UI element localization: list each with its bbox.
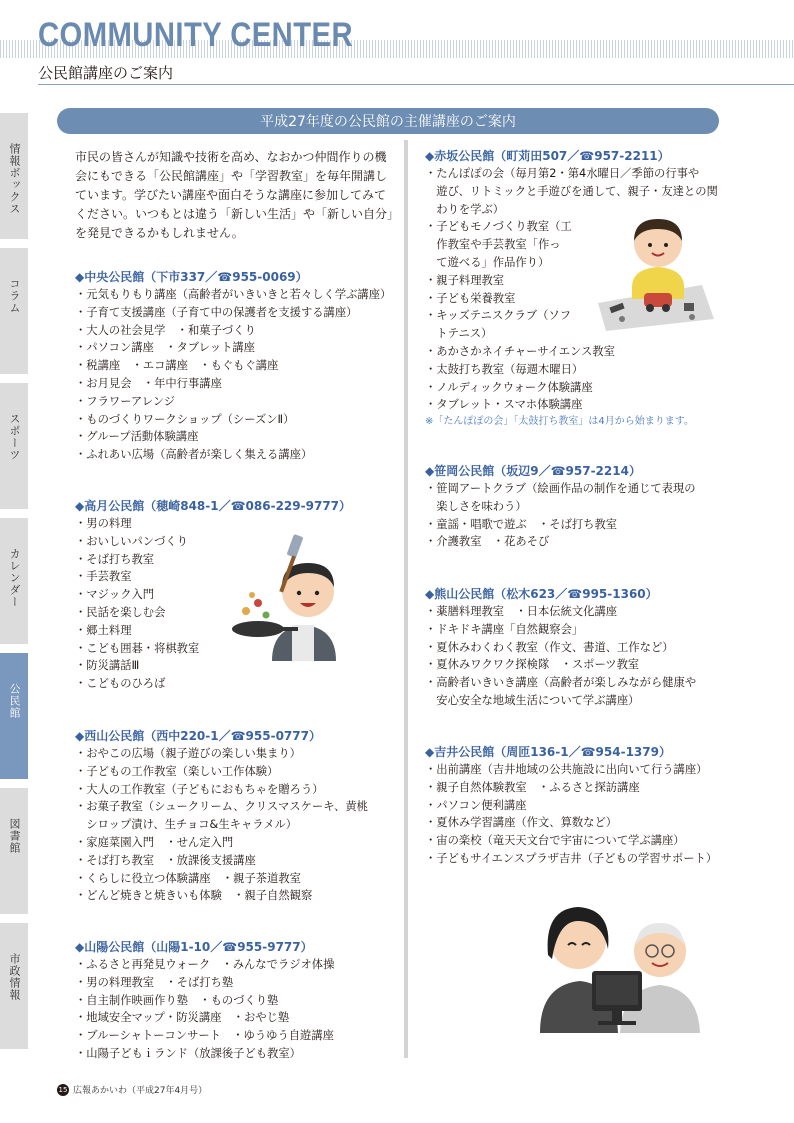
list-item: ・税講座 ・エコ講座 ・もぐもぐ講座 bbox=[75, 359, 279, 373]
list-item: ・お月見会 ・年中行事講座 bbox=[75, 376, 222, 390]
list-item: ・お菓子教室（シュークリーム、クリスマスケーキ、黄桃 bbox=[75, 800, 368, 814]
list-item: シロップ漬け、生チョコ&生キャラメル） bbox=[75, 818, 298, 832]
list-item: ・そば打ち教室 bbox=[75, 552, 155, 566]
tab-label: カレンダー bbox=[8, 548, 21, 608]
list-item: ・パソコン講座 ・タブレット講座 bbox=[75, 341, 255, 355]
list-item: ・大人の工作教室（子どもにおもちゃを贈ろう） bbox=[75, 782, 324, 796]
header-rule bbox=[38, 84, 794, 85]
tab-label: 公民館 bbox=[8, 683, 21, 719]
list-item: ・パソコン便利講座 bbox=[425, 798, 527, 812]
list-item: ・元気もりもり講座（高齢者がいきいきと若々しく学ぶ講座） bbox=[75, 288, 392, 301]
footer-text: 広報あかいわ（平成27年4月号） bbox=[73, 1086, 208, 1096]
list-item: ・夏休みわくわく教室（作文、書道、工作など） bbox=[425, 640, 674, 654]
list-item: ・子どもサイエンスプラザ吉井（子どもの学習サポート） bbox=[425, 851, 718, 865]
list-item: ・高齢者いきいき講座（高齢者が楽しみながら健康や bbox=[425, 676, 697, 690]
list-item: ・マジック入門 bbox=[75, 588, 155, 602]
list-item: ・夏休みワクワク探検隊 ・スポーツ教室 bbox=[425, 658, 640, 672]
tab-label: スポーツ bbox=[8, 413, 21, 461]
section-sasaoka bbox=[425, 462, 725, 551]
list-item: ・防災講話Ⅲ bbox=[75, 659, 140, 673]
list-item: ・薬膳料理教室 ・日本伝統文化講座 bbox=[425, 605, 618, 618]
section-title: ◆西山公民館（西中220-1／☎955-0777） bbox=[75, 729, 321, 743]
list-item: ・ブルーシャトーコンサート ・ゆうゆう自遊講座 bbox=[75, 1029, 334, 1043]
page-subtitle: 公民館講座のご案内 bbox=[38, 64, 174, 82]
list-item: ・自主制作映画作り塾 ・ものづくり塾 bbox=[75, 993, 279, 1007]
list-item: ・フラワーアレンジ bbox=[75, 394, 176, 408]
list-item: ・子育て支援講座（子育て中の保護者を支援する講座） bbox=[75, 305, 358, 319]
list-item: ・郷土料理 bbox=[75, 623, 132, 637]
list-item: ・親子料理教室 bbox=[425, 273, 505, 287]
list-item: 遊び、リトミックと手遊びを通して、親子・友達との関 bbox=[425, 184, 718, 198]
list-item: 楽しさを味わう） bbox=[425, 499, 527, 513]
list-item: ・山陽子どもｉランド（放課後子ども教室） bbox=[75, 1046, 301, 1060]
section-title: ◆山陽公民館（山陽1-10／☎955-9777） bbox=[75, 940, 313, 954]
list-item: ・あかさかネイチャーサイエンス教室 bbox=[425, 344, 615, 358]
list-item: ・子ども栄養教室 bbox=[425, 291, 516, 305]
section-note: ※「たんぽぽの会」「太鼓打ち教室」は4月から始まります。 bbox=[425, 416, 694, 428]
list-item: ・ノルディックウォーク体験講座 bbox=[425, 380, 593, 394]
list-item: ・童謡・唱歌で遊ぶ ・そば打ち教室 bbox=[425, 517, 618, 531]
list-item: ・くらしに役立つ体験講座 ・親子茶道教室 bbox=[75, 871, 301, 885]
list-item: ・こども囲碁・将棋教室 bbox=[75, 641, 200, 655]
list-item: ・こどものひろば bbox=[75, 677, 166, 691]
list-item: ・大人の社会見学 ・和菓子づくり bbox=[75, 323, 256, 337]
section-title: ◆熊山公民館（松木623／☎995-1360） bbox=[425, 587, 658, 601]
section-banner: 平成27年度の公民館の主催講座のご案内 bbox=[57, 108, 719, 134]
list-item: ・夏休み学習講座（作文、算数など） bbox=[425, 816, 618, 830]
list-item: ・ものづくりワークショップ（シーズンⅡ） bbox=[75, 412, 295, 426]
section-title: ◆中央公民館（下市337／☎955-0069） bbox=[75, 270, 308, 284]
tab-label: 情報ボックス bbox=[8, 143, 21, 215]
section-sanyo bbox=[75, 938, 405, 1063]
tab-library[interactable] bbox=[0, 788, 28, 918]
child-playing-illustration bbox=[592, 207, 716, 333]
list-item: ・宙の楽校（竜天天文台で宇宙について学ぶ講座） bbox=[425, 834, 685, 848]
section-saiyama bbox=[75, 727, 405, 905]
list-item: ・キッズテニスクラブ（ソフ bbox=[425, 309, 571, 323]
list-item: ・たんぽぽの会（毎月第2・第4水曜日／季節の行事や bbox=[425, 167, 700, 180]
section-kumayama bbox=[425, 585, 725, 710]
computer-class-illustration bbox=[540, 885, 700, 1035]
list-item: ・親子自然体験教室 ・ふるさと探訪講座 bbox=[425, 780, 640, 794]
list-item: ・子どもモノづくり教室（工 bbox=[425, 220, 572, 234]
page-footer bbox=[57, 1083, 207, 1096]
tab-label: 市政情報 bbox=[8, 953, 21, 1001]
list-item: 作教室や手芸教室「作っ bbox=[425, 238, 561, 252]
list-item: ・おやこの広場（親子遊びの楽しい集まり） bbox=[75, 747, 301, 760]
tab-label: 図書館 bbox=[8, 818, 21, 854]
list-item: ・男の料理 bbox=[75, 517, 132, 530]
list-item: ・出前講座（吉井地域の公共施設に出向いて行う講座） bbox=[425, 763, 708, 776]
list-item: ・介護教室 ・花あそび bbox=[425, 535, 550, 549]
page-number: 15 bbox=[58, 1085, 68, 1094]
list-item: ・家庭菜園入門 ・せん定入門 bbox=[75, 835, 234, 849]
list-item: ・どんど焼きと焼きいも体験 ・親子自然観察 bbox=[75, 889, 313, 903]
list-item: ・グループ活動体験講座 bbox=[75, 430, 199, 444]
list-item: ・民話を楽しむ会 bbox=[75, 605, 166, 619]
tab-kominkan[interactable] bbox=[0, 653, 28, 783]
section-title: ◆高月公民館（穂崎848-1／☎086-229-9777） bbox=[75, 499, 352, 513]
tab-info-box[interactable] bbox=[0, 113, 28, 243]
section-title: ◆赤坂公民館（町苅田507／☎957-2211） bbox=[425, 149, 670, 163]
list-item: ・手芸教室 bbox=[75, 570, 132, 584]
section-yoshii bbox=[425, 743, 725, 868]
list-item: 安心安全な地域生活について学ぶ講座） bbox=[425, 693, 640, 707]
list-item: ・タブレット・スマホ体験講座 bbox=[425, 398, 583, 412]
list-item: ・男の料理教室 ・そば打ち塾 bbox=[75, 975, 234, 989]
section-chuo bbox=[75, 268, 405, 464]
list-item: ・太鼓打ち教室（毎週木曜日） bbox=[425, 362, 584, 376]
list-item: ・ドキドキ講座「自然観察会」 bbox=[425, 622, 584, 636]
tab-label: コラム bbox=[8, 278, 21, 314]
list-item: トテニス） bbox=[425, 327, 493, 341]
page-title: COMMUNITY CENTER bbox=[38, 16, 353, 54]
tab-city-info[interactable] bbox=[0, 923, 28, 1053]
list-item: ・笹岡アートクラブ（絵画作品の制作を通じて表現の bbox=[425, 482, 696, 495]
list-item: ・地域安全マップ・防災講座 ・おやじ塾 bbox=[75, 1011, 290, 1025]
tab-sports[interactable] bbox=[0, 383, 28, 513]
tab-calendar[interactable] bbox=[0, 518, 28, 648]
list-item: ・おいしいパンづくり bbox=[75, 534, 188, 548]
list-item: ・ふれあい広場（高齢者が楽しく集える講座） bbox=[75, 448, 313, 462]
list-item: ・子どもの工作教室（楽しい工作体験） bbox=[75, 764, 279, 778]
intro-text: 市民の皆さんが知識や技術を高め、なおかつ仲間作りの機会にもできる「公民館講座」や「学習教室」を毎年開講しています。学びたい講座や面白そうな講座に参加してみてください。いつもとは違う「新しい生活」や「新しい自分」を発見できるかもしれません。 bbox=[75, 150, 394, 240]
list-item: ・そば打ち教室 ・放課後支援講座 bbox=[75, 853, 256, 867]
list-item: わりを学ぶ） bbox=[425, 202, 505, 216]
cooking-man-illustration bbox=[232, 533, 350, 663]
list-item: ・ふるさと再発見ウォーク ・みんなでラジオ体操 bbox=[75, 958, 335, 971]
list-item: て遊べる」作品作り） bbox=[425, 255, 550, 269]
tab-column[interactable] bbox=[0, 248, 28, 378]
section-title: ◆笹岡公民館（坂辺9／☎957-2214） bbox=[425, 464, 641, 478]
section-title: ◆吉井公民館（周匝136-1／☎954-1379） bbox=[425, 745, 671, 759]
